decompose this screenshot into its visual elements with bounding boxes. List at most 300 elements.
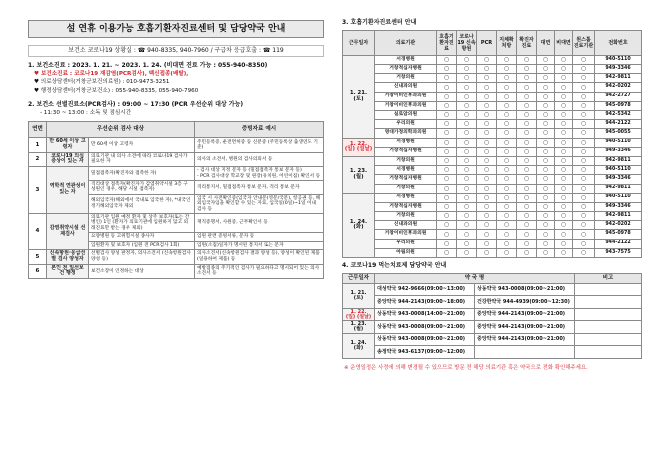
availability-mark: ○ xyxy=(555,101,573,110)
pharmacy-entry: 중앙약국 944-2143(09:00~21:00) xyxy=(475,308,575,321)
availability-mark: ○ xyxy=(517,55,537,64)
clinic-phone: 942-0202 xyxy=(595,221,642,230)
row-target: 요양병원 등 고위험시설 종사자 xyxy=(89,233,195,241)
clinic-name: 서경병원 xyxy=(375,138,437,147)
clinic-row xyxy=(343,193,642,202)
availability-mark: ○ xyxy=(573,239,595,248)
availability-mark: ○ xyxy=(537,175,555,184)
availability-mark: ○ xyxy=(555,129,573,138)
row-target: 보건소장이 인정하는 대상 xyxy=(89,264,195,279)
availability-mark: ○ xyxy=(555,74,573,83)
clinic-row xyxy=(343,202,642,211)
availability-mark: ○ xyxy=(457,101,477,110)
clinic-row xyxy=(343,230,642,239)
availability-mark: ○ xyxy=(517,147,537,156)
clinic-row xyxy=(343,65,642,74)
pharmacy-remark xyxy=(575,333,642,346)
pharmacy-entry xyxy=(475,346,575,359)
row-proof: 재직증명서, 사원증, 근무확인서 등 xyxy=(195,214,324,233)
availability-mark: ○ xyxy=(457,212,477,221)
clinic-phone: 942-9811 xyxy=(595,156,642,165)
availability-mark: ○ xyxy=(437,111,457,120)
row-category: 감염취약시설 선제검사 xyxy=(47,214,89,250)
availability-mark: ○ xyxy=(477,202,497,211)
availability-mark: ○ xyxy=(457,147,477,156)
availability-mark: ○ xyxy=(437,120,457,129)
clinic-col-header: 확진자 진료 xyxy=(517,30,537,55)
row-target: 선별검사 양성 판정자, 의사소견서 (신속항원검사 양성 등) xyxy=(89,250,195,265)
pharmacy-date: 1. 21. (토) xyxy=(343,283,375,308)
clinic-phone: 949-3346 xyxy=(595,65,642,74)
clinic-name: 우리의원 xyxy=(375,120,437,129)
availability-mark: ○ xyxy=(555,230,573,239)
availability-mark: ○ xyxy=(537,202,555,211)
clinic-row xyxy=(343,156,642,165)
clinic-name: 서경병원 xyxy=(375,193,437,202)
availability-mark: ○ xyxy=(457,120,477,129)
availability-mark: ○ xyxy=(457,230,477,239)
clinic-col-header: 코로나19 신속항원 xyxy=(457,30,477,55)
availability-mark: ○ xyxy=(477,101,497,110)
clinic-row xyxy=(343,212,642,221)
clinic-row xyxy=(343,74,642,83)
clinic-phone: 942-9811 xyxy=(595,74,642,83)
availability-mark: ○ xyxy=(497,239,517,248)
clinic-name: 서경병원 xyxy=(375,55,437,64)
availability-mark: ○ xyxy=(517,166,537,175)
availability-mark: ○ xyxy=(457,202,477,211)
availability-mark: ○ xyxy=(497,230,517,239)
section3-heading: 3. 호흡기환자진료센터 안내 xyxy=(342,19,417,26)
clinic-phone: 944-2122 xyxy=(595,120,642,129)
availability-mark: ○ xyxy=(497,138,517,147)
row-number: 4 xyxy=(29,214,47,250)
availability-mark: ○ xyxy=(537,129,555,138)
availability-mark: ○ xyxy=(517,129,537,138)
clinic-date: 1. 21. (토) xyxy=(343,55,375,138)
availability-mark: ○ xyxy=(477,74,497,83)
availability-mark: ○ xyxy=(457,221,477,230)
clinic-row xyxy=(343,184,642,193)
availability-mark: ○ xyxy=(457,239,477,248)
availability-mark: ○ xyxy=(517,230,537,239)
row-proof: 입원 관련 증빙서류, 문자 등 xyxy=(195,233,324,241)
clinic-row xyxy=(343,120,642,129)
availability-mark: ○ xyxy=(537,83,555,92)
clinic-phone: 942-9811 xyxy=(595,212,642,221)
availability-mark: ○ xyxy=(537,92,555,101)
availability-mark: ○ xyxy=(573,138,595,147)
availability-mark: ○ xyxy=(555,92,573,101)
availability-mark: ○ xyxy=(537,120,555,129)
section1-line: ♥ 의료상담센터(거창군보건의료원) : 010-9473-3251 xyxy=(34,79,170,86)
availability-mark: ○ xyxy=(497,83,517,92)
clinic-name: 신내과의원 xyxy=(375,83,437,92)
availability-mark: ○ xyxy=(497,147,517,156)
availability-mark: ○ xyxy=(573,212,595,221)
availability-mark: ○ xyxy=(457,111,477,120)
availability-mark: ○ xyxy=(497,92,517,101)
availability-mark: ○ xyxy=(497,184,517,193)
availability-mark: ○ xyxy=(437,184,457,193)
pharmacy-entry: 상동약국 943-0008(09:00~21:00) xyxy=(375,333,475,346)
availability-mark: ○ xyxy=(437,147,457,156)
clinic-phone: 942-2727 xyxy=(595,92,642,101)
availability-mark: ○ xyxy=(537,193,555,202)
clinic-name: 거창이비인후과의원 xyxy=(375,101,437,110)
availability-mark: ○ xyxy=(477,92,497,101)
section4-heading: 4. 코로나19 먹는치료제 담당약국 안내 xyxy=(342,262,447,270)
availability-mark: ○ xyxy=(477,166,497,175)
clinic-name: 거창이비인후과의원 xyxy=(375,230,437,239)
availability-mark: ○ xyxy=(537,147,555,156)
row-proof: 주민등록증, 운전면허증 등 신분증 (주민등록상 출생연도 기준) xyxy=(195,138,324,153)
availability-mark: ○ xyxy=(573,74,595,83)
availability-mark: ○ xyxy=(573,101,595,110)
table-row xyxy=(29,138,324,153)
availability-mark: ○ xyxy=(457,129,477,138)
clinic-phone: 940-5110 xyxy=(595,138,642,147)
availability-mark: ○ xyxy=(477,230,497,239)
availability-mark: ○ xyxy=(477,156,497,165)
row-target: 해외입국자(해외에서 국내로 입국한 자), *내국인 정기해외입국자 제외 xyxy=(89,194,195,213)
availability-mark: ○ xyxy=(537,230,555,239)
pharmacy-table xyxy=(342,273,642,359)
availability-mark: ○ xyxy=(537,74,555,83)
clinic-date: 1. 22. (일) (설날) xyxy=(343,138,375,156)
availability-mark: ○ xyxy=(555,156,573,165)
availability-mark: ○ xyxy=(457,74,477,83)
availability-mark: ○ xyxy=(517,101,537,110)
availability-mark: ○ xyxy=(573,55,595,64)
col-header-date: 근무일자 xyxy=(343,273,375,283)
availability-mark: ○ xyxy=(477,212,497,221)
availability-mark: ○ xyxy=(497,74,517,83)
availability-mark: ○ xyxy=(477,147,497,156)
row-category: 역학적 연관성이 있는 자 xyxy=(47,167,89,214)
row-proof: - 검사 대상 지정 문자 등 (밀접접촉자 통보 문자 등) - PCR 검사대상 학교장 및 원장(유치원, 어린이집) 확인서 등 xyxy=(195,167,324,181)
clinic-row xyxy=(343,83,642,92)
availability-mark: ○ xyxy=(437,193,457,202)
section2-line: - 11:30 ~ 13:00 : 소독 및 점심시간 xyxy=(40,109,132,116)
row-category: 본인 전 일선보건 행정 xyxy=(47,264,89,279)
availability-mark: ○ xyxy=(537,65,555,74)
clinic-phone: 949-3346 xyxy=(595,202,642,211)
availability-mark: ○ xyxy=(555,175,573,184)
clinic-row xyxy=(343,175,642,184)
availability-mark: ○ xyxy=(555,184,573,193)
clinic-col-header: 비대면 xyxy=(555,30,573,55)
table-row xyxy=(29,167,324,181)
availability-mark: ○ xyxy=(573,230,595,239)
clinic-date: 1. 24. (화) xyxy=(343,193,375,257)
availability-mark: ○ xyxy=(437,230,457,239)
contact-line: 보건소 코로나19 상황실 : ☎ 940-8335, 940-7960 / 구급차 응급호출 : ☎ 119 xyxy=(28,45,324,57)
availability-mark: ○ xyxy=(497,248,517,257)
clinic-name: 거창이비인후과의원 xyxy=(375,92,437,101)
availability-mark: ○ xyxy=(437,101,457,110)
availability-mark: ○ xyxy=(537,184,555,193)
availability-mark: ○ xyxy=(457,248,477,257)
availability-mark: ○ xyxy=(573,248,595,257)
availability-mark: ○ xyxy=(573,92,595,101)
row-target: 의료기관 내 의사 소견에 따라 코로나19 검사가 필요한 자 xyxy=(89,152,195,167)
clinic-col-header: 대면 xyxy=(537,30,555,55)
section1-heading: 1. 보건소진료 : 2023. 1. 21. ~ 2023. 1. 24. (비대면 진료 가능 : 055-940-8350) xyxy=(28,62,268,69)
availability-mark: ○ xyxy=(517,184,537,193)
availability-mark: ○ xyxy=(555,65,573,74)
pharmacy-remark xyxy=(575,346,642,359)
col-header-number: 연번 xyxy=(29,122,47,138)
availability-mark: ○ xyxy=(437,202,457,211)
pharmacy-remark xyxy=(575,296,642,309)
availability-mark: ○ xyxy=(457,193,477,202)
availability-mark: ○ xyxy=(497,101,517,110)
row-proof: 격리통지서, 밀접접촉자 통보 문자, 격리 통보 문자 xyxy=(195,180,324,194)
pharmacy-row xyxy=(343,296,642,309)
availability-mark: ○ xyxy=(555,166,573,175)
availability-mark: ○ xyxy=(437,156,457,165)
availability-mark: ○ xyxy=(437,175,457,184)
pharmacy-entry: 상동약국 943-0008(09:00~21:00) xyxy=(475,283,575,296)
availability-mark: ○ xyxy=(537,221,555,230)
availability-mark: ○ xyxy=(537,111,555,120)
availability-mark: ○ xyxy=(437,166,457,175)
clinic-phone: 949-3346 xyxy=(595,175,642,184)
availability-mark: ○ xyxy=(555,120,573,129)
pharmacy-remark xyxy=(575,308,642,321)
row-target: 의료기관 입원 예정 환자 및 상주 보호자(또는 간병인) 1인 (환자가 의료기관에 입원하지 않고 외래진료만 받는 경우 제외) xyxy=(89,214,195,233)
availability-mark: ○ xyxy=(437,239,457,248)
availability-mark: ○ xyxy=(437,221,457,230)
availability-mark: ○ xyxy=(537,166,555,175)
clinic-col-header: 원스톱 진료기관 xyxy=(573,30,595,55)
availability-mark: ○ xyxy=(537,212,555,221)
availability-mark: ○ xyxy=(573,221,595,230)
row-number: 6 xyxy=(29,264,47,279)
pharmacy-remark xyxy=(575,321,642,334)
col-header-pharmacy: 약 국 명 xyxy=(375,273,575,283)
availability-mark: ○ xyxy=(497,221,517,230)
availability-mark: ○ xyxy=(555,221,573,230)
pharmacy-row xyxy=(343,321,642,334)
clinic-name: 서경병원 xyxy=(375,166,437,175)
availability-mark: ○ xyxy=(497,212,517,221)
availability-mark: ○ xyxy=(497,120,517,129)
availability-mark: ○ xyxy=(555,138,573,147)
clinic-row xyxy=(343,147,642,156)
availability-mark: ○ xyxy=(437,248,457,257)
clinic-row xyxy=(343,92,642,101)
row-target: 입원환자 및 보호자 (입원 전 PCR검사 1회) xyxy=(89,241,195,249)
availability-mark: ○ xyxy=(497,166,517,175)
availability-mark: ○ xyxy=(517,83,537,92)
clinic-name: 아림의원 xyxy=(375,248,437,257)
row-proof: 의사소견서(신속항원검사 결과 양성 등), 양성이 확인된 제품(일용하여 제품) 등 xyxy=(195,250,324,265)
clinic-phone: 944-2122 xyxy=(595,239,642,248)
availability-mark: ○ xyxy=(555,193,573,202)
availability-mark: ○ xyxy=(517,65,537,74)
availability-mark: ○ xyxy=(573,202,595,211)
clinic-col-header: PCR xyxy=(477,30,497,55)
col-header-proof: 증빙자료 예시 xyxy=(195,122,324,138)
clinic-row xyxy=(343,239,642,248)
clinic-table xyxy=(342,30,642,258)
pharmacy-entry: 중앙약국 944-2143(09:00~18:00) xyxy=(375,296,475,309)
availability-mark: ○ xyxy=(457,175,477,184)
pharmacy-row xyxy=(343,333,642,346)
availability-mark: ○ xyxy=(477,193,497,202)
availability-mark: ○ xyxy=(573,120,595,129)
col-header-remark: 비고 xyxy=(575,273,642,283)
availability-mark: ○ xyxy=(437,212,457,221)
table-row xyxy=(29,214,324,233)
availability-mark: ○ xyxy=(517,202,537,211)
availability-mark: ○ xyxy=(437,65,457,74)
availability-mark: ○ xyxy=(457,138,477,147)
availability-mark: ○ xyxy=(573,175,595,184)
availability-mark: ○ xyxy=(573,184,595,193)
row-proof: 의사의 소견서, 병원의 검사의뢰서 등 xyxy=(195,152,324,167)
availability-mark: ○ xyxy=(497,111,517,120)
pharmacy-remark xyxy=(575,283,642,296)
pharmacy-date: 1. 24. (화) xyxy=(343,333,375,358)
availability-mark: ○ xyxy=(497,202,517,211)
availability-mark: ○ xyxy=(437,83,457,92)
availability-mark: ○ xyxy=(555,239,573,248)
clinic-name: 거창적십자병원 xyxy=(375,65,437,74)
availability-mark: ○ xyxy=(517,92,537,101)
page-title: 설 연휴 이용가능 호흡기환자진료센터 및 담당약국 안내 xyxy=(28,20,324,38)
clinic-phone: 945-0978 xyxy=(595,101,642,110)
availability-mark: ○ xyxy=(477,129,497,138)
availability-mark: ○ xyxy=(477,248,497,257)
clinic-row xyxy=(343,248,642,257)
availability-mark: ○ xyxy=(555,111,573,120)
row-number: 3 xyxy=(29,167,47,214)
pharmacy-entry: 건강한약국 944-4939(09:00~12:30) xyxy=(475,296,575,309)
row-number: 5 xyxy=(29,250,47,265)
priority-table-body xyxy=(29,138,324,279)
availability-mark: ○ xyxy=(517,221,537,230)
clinic-row xyxy=(343,129,642,138)
availability-mark: ○ xyxy=(517,120,537,129)
availability-mark: ○ xyxy=(437,74,457,83)
table-row xyxy=(29,152,324,167)
availability-mark: ○ xyxy=(573,65,595,74)
availability-mark: ○ xyxy=(537,55,555,64)
availability-mark: ○ xyxy=(573,129,595,138)
availability-mark: ○ xyxy=(517,111,537,120)
availability-mark: ○ xyxy=(517,212,537,221)
section1-line: ♥ 행정상담센터(거창군보건소) : 055-940-8335, 055-940-7960 xyxy=(34,88,199,95)
clinic-name: 거창의원 xyxy=(375,74,437,83)
clinic-name: 거창의원 xyxy=(375,156,437,165)
clinic-name: 영대가정의학과의원 xyxy=(375,129,437,138)
availability-mark: ○ xyxy=(555,147,573,156)
availability-mark: ○ xyxy=(497,175,517,184)
clinic-name: 거창적십자병원 xyxy=(375,175,437,184)
availability-mark: ○ xyxy=(573,147,595,156)
clinic-phone: 945-0978 xyxy=(595,230,642,239)
availability-mark: ○ xyxy=(573,166,595,175)
clinic-name: 거창의원 xyxy=(375,184,437,193)
availability-mark: ○ xyxy=(537,101,555,110)
clinic-date: 1. 23. (월) xyxy=(343,156,375,193)
pharmacy-row xyxy=(343,283,642,296)
availability-mark: ○ xyxy=(477,221,497,230)
row-category: 코로나19 의심증상이 있는 자 xyxy=(47,152,89,167)
availability-mark: ○ xyxy=(457,166,477,175)
pharmacy-entry: 송정약국 943-6137(09:00~12:00) xyxy=(375,346,475,359)
notice-text: ※ 운영일정은 사정에 의해 변경될 수 있으므로 방문 전 해당 의료기관 혹은 약국으로 전화 확인해주세요. xyxy=(344,364,588,371)
clinic-col-header: 호흡기 환자진료 xyxy=(437,30,457,55)
pharmacy-entry: 중앙약국 944-2143(09:00~21:00) xyxy=(475,321,575,334)
availability-mark: ○ xyxy=(555,202,573,211)
clinic-col-header: 근무일자 xyxy=(343,30,375,55)
availability-mark: ○ xyxy=(517,156,537,165)
availability-mark: ○ xyxy=(477,239,497,248)
availability-mark: ○ xyxy=(497,156,517,165)
clinic-row xyxy=(343,111,642,120)
availability-mark: ○ xyxy=(517,74,537,83)
pharmacy-date: 1. 23. (월) xyxy=(343,321,375,334)
col-header-target: 우선순위 검사 대상 xyxy=(47,122,195,138)
table-row xyxy=(29,250,324,265)
pharmacy-entry: 상동약국 943-0008(14:00~21:00) xyxy=(375,308,475,321)
clinic-phone: 943-7575 xyxy=(595,248,642,257)
availability-mark: ○ xyxy=(477,83,497,92)
row-target: 밀접접촉자(확진자와 접촉한 자) xyxy=(89,167,195,181)
pharmacy-date: 1. 22. (일) (설날) xyxy=(343,308,375,321)
availability-mark: ○ xyxy=(573,156,595,165)
availability-mark: ○ xyxy=(477,111,497,120)
row-proof: 입원(소집)일자가 명시된 통지서 또는 문자 xyxy=(195,241,324,249)
clinic-row xyxy=(343,101,642,110)
row-target: 격리대상 접촉자(확진자가 감염취약시설 3층 구성원인 경우, 해당 시설 접촉자) xyxy=(89,180,195,194)
table-row xyxy=(29,264,324,279)
pharmacy-row xyxy=(343,308,642,321)
pharmacy-row xyxy=(343,346,642,359)
clinic-name: 거창적십자병원 xyxy=(375,147,437,156)
row-category: 만 60세 이상 고령자 xyxy=(47,138,89,153)
availability-mark: ○ xyxy=(437,138,457,147)
pharmacy-entry: 중앙약국 944-2143(09:00~21:00) xyxy=(475,333,575,346)
row-number: 2 xyxy=(29,152,47,167)
clinic-phone: 940-5110 xyxy=(595,55,642,64)
clinic-phone: 940-5110 xyxy=(595,193,642,202)
pharmacy-table-body xyxy=(343,283,642,358)
clinic-name: 신내과의원 xyxy=(375,221,437,230)
availability-mark: ○ xyxy=(555,248,573,257)
availability-mark: ○ xyxy=(573,83,595,92)
availability-mark: ○ xyxy=(497,193,517,202)
section2-heading: 2. 보건소 선별진료소(PCR검사) : 09:00 ~ 17:30 (PCR 우선순위 대상 가능) xyxy=(28,100,244,108)
availability-mark: ○ xyxy=(573,111,595,120)
clinic-table-body xyxy=(343,55,642,257)
availability-mark: ○ xyxy=(517,193,537,202)
availability-mark: ○ xyxy=(517,239,537,248)
availability-mark: ○ xyxy=(517,248,537,257)
clinic-table-header xyxy=(343,30,642,55)
availability-mark: ○ xyxy=(517,175,537,184)
clinic-col-header: 의료기관 xyxy=(375,30,437,55)
right-column xyxy=(342,20,642,371)
row-number: 1 xyxy=(29,138,47,153)
availability-mark: ○ xyxy=(457,156,477,165)
availability-mark: ○ xyxy=(537,248,555,257)
clinic-name: 실로암의원 xyxy=(375,111,437,120)
